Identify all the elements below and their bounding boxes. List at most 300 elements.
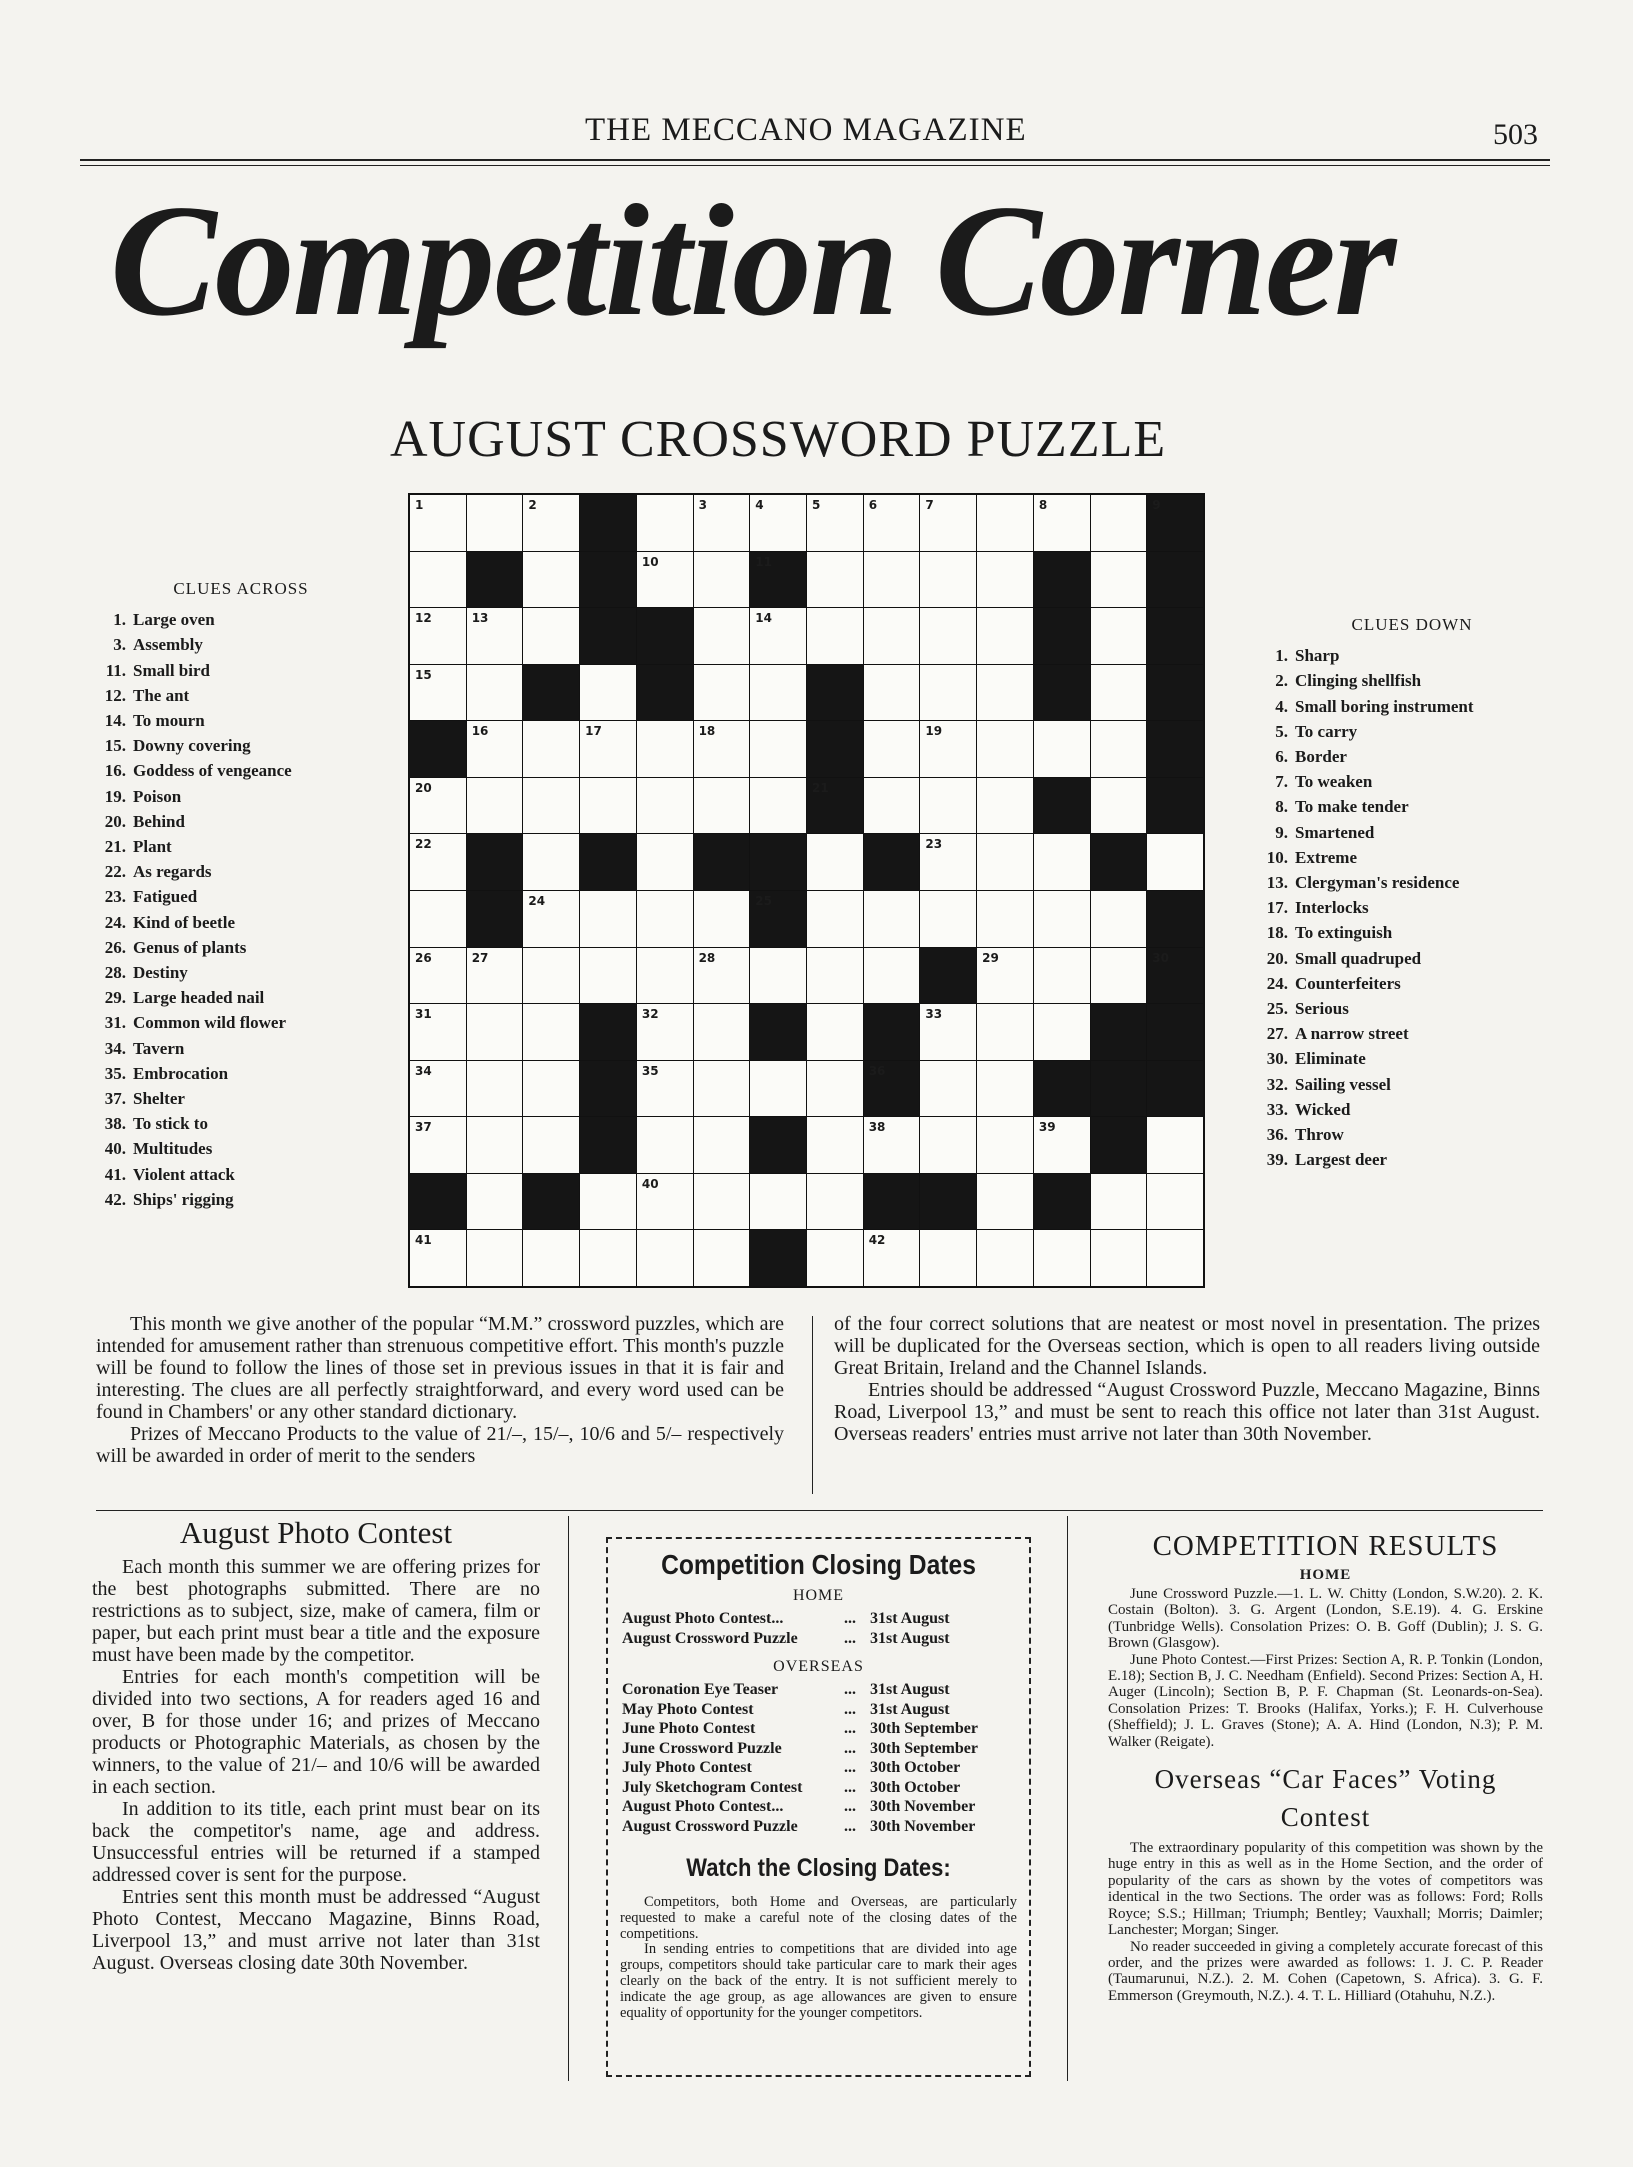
grid-block: [1091, 1061, 1147, 1117]
grid-square[interactable]: [807, 495, 863, 551]
clue-number: 7: [925, 498, 934, 512]
clue-number: 33: [925, 1007, 943, 1022]
clue-item-number: 6.: [1275, 747, 1288, 767]
clue-item: [1262, 845, 1562, 870]
grid-square[interactable]: [580, 721, 636, 777]
grid-square[interactable]: [1147, 1230, 1203, 1286]
overseas-label: OVERSEAS: [773, 1658, 864, 1675]
event-name: July Photo Contest: [622, 1759, 752, 1776]
grid-square[interactable]: [580, 948, 636, 1004]
clue-item-number: 1.: [113, 610, 126, 630]
closing-date: 30th November: [870, 1817, 976, 1835]
closing-date: 30th September: [870, 1720, 978, 1737]
grid-square[interactable]: [1091, 495, 1147, 551]
grid-block: [580, 495, 636, 551]
closing-date: 30th October: [870, 1778, 961, 1796]
grid-square[interactable]: [410, 948, 466, 1004]
closing-date-row: [622, 1817, 978, 1837]
clue-item-number: 24.: [104, 912, 126, 932]
home-dates-table: [622, 1609, 950, 1648]
grid-square[interactable]: [637, 495, 693, 551]
clue-number: 17: [585, 724, 602, 739]
clue-item: [96, 1061, 386, 1086]
clue-item-number: 3.: [113, 635, 126, 655]
clue-number: 37: [415, 1120, 432, 1135]
clue-item-text: Counterfeiters: [1295, 973, 1401, 993]
clue-item-number: 5.: [1275, 721, 1288, 741]
grid-block: [1147, 778, 1203, 834]
grid-square[interactable]: [637, 552, 693, 608]
clue-item: [96, 809, 386, 834]
clue-item-text: Plant: [133, 837, 172, 857]
results-paragraph: No reader succeeded in giving a completely accurate forecast of this order, and the prizes were awarded as follows: 1. J. C. P. Reader (Taumarunui, N.Z.). 2. M. Cohen (Capetown, S. Africa). 3. G. F. Emmerson (Greymouth, N.Z.). 4. T. L. Hilliard (Otahuhu, N.Z.).: [1108, 1938, 1543, 2004]
photo-contest-paragraph: Entries sent this month must be addressed “August Photo Contest, Meccano Magazine, Binns Road, Liverpool 13,” and must arrive not later than 31st August. Overseas closing date 30th November.: [92, 1886, 540, 1974]
event-name: August Crossword Puzzle: [622, 1629, 798, 1647]
grid-square[interactable]: [467, 1117, 523, 1173]
grid-square[interactable]: [410, 552, 466, 608]
grid-square[interactable]: [977, 1230, 1033, 1286]
clue-item-number: 7.: [1275, 772, 1288, 792]
clue-item-text: Multitudes: [133, 1139, 213, 1159]
grid-square[interactable]: [580, 891, 636, 947]
grid-block: [1147, 1061, 1203, 1117]
grid-block: [807, 721, 863, 777]
clue-item-text: Smartened: [1295, 822, 1375, 842]
grid-square[interactable]: [750, 665, 806, 721]
grid-square[interactable]: [637, 1230, 693, 1286]
grid-block: [1147, 552, 1203, 608]
grid-square[interactable]: [807, 1117, 863, 1173]
closing-dates-box: [606, 1537, 1031, 2077]
grid-square[interactable]: [1091, 948, 1147, 1004]
grid-square[interactable]: [807, 608, 863, 664]
grid-square[interactable]: [977, 948, 1033, 1004]
overseas-dates-table: [622, 1680, 978, 1836]
competition-corner-banner: Competition Corner: [110, 171, 1395, 349]
page-number: 503: [1493, 118, 1538, 151]
grid-square[interactable]: [637, 1004, 693, 1060]
grid-square[interactable]: [1091, 608, 1147, 664]
intro-paragraph: Prizes of Meccano Products to the value of 21/–, 15/–, 10/6 and 5/– respectively will be awarded in order of merit to the senders: [96, 1423, 784, 1467]
grid-square[interactable]: [694, 495, 750, 551]
clue-item-text: Destiny: [133, 963, 188, 983]
grid-square[interactable]: [807, 1174, 863, 1230]
grid-square[interactable]: [864, 1117, 920, 1173]
grid-square[interactable]: [410, 495, 466, 551]
grid-square[interactable]: [637, 1174, 693, 1230]
grid-square[interactable]: [1034, 721, 1090, 777]
grid-square[interactable]: [523, 495, 579, 551]
clue-item-number: 25.: [1266, 999, 1288, 1019]
grid-square[interactable]: [920, 891, 976, 947]
clue-item: [1262, 996, 1562, 1021]
grid-square[interactable]: [637, 834, 693, 890]
clue-number: 16: [471, 724, 489, 739]
grid-block: [807, 665, 863, 721]
grid-square[interactable]: [523, 1061, 579, 1117]
intro-paragraph: This month we give another of the popular “M.M.” crossword puzzles, which are intended for amusement rather than strenuous competitive effort. This month's puzzle will be found to follow the lines of those set in previous issues in that it is fair and interesting. The clues are all perfectly straightforward, and every word used can be found in Chambers' or any other standard dictionary.: [96, 1313, 784, 1423]
results-heading: COMPETITION RESULTS: [1152, 1530, 1499, 1562]
clue-item-text: Clinging shellfish: [1295, 671, 1422, 691]
grid-square[interactable]: [580, 665, 636, 721]
clue-item-number: 23.: [104, 887, 126, 907]
clue-item: [1262, 1046, 1562, 1071]
clue-number: 3: [698, 498, 707, 512]
grid-square[interactable]: [864, 948, 920, 1004]
grid-block: [1147, 608, 1203, 664]
clue-item: [1262, 794, 1562, 819]
grid-square[interactable]: [864, 721, 920, 777]
grid-square[interactable]: [410, 665, 466, 721]
grid-square[interactable]: [523, 721, 579, 777]
grid-block: [750, 552, 806, 608]
clue-item-text: Small quadruped: [1295, 948, 1422, 968]
clue-item-number: 39.: [1266, 1150, 1288, 1170]
clue-item-number: 2.: [1275, 671, 1288, 691]
clue-item-number: 29.: [104, 988, 126, 1008]
grid-block: [1034, 1061, 1090, 1117]
grid-square[interactable]: [977, 1117, 1033, 1173]
grid-square[interactable]: [920, 1004, 976, 1060]
grid-square[interactable]: [807, 834, 863, 890]
grid-square[interactable]: [1034, 948, 1090, 1004]
clue-item-number: 21.: [104, 837, 126, 857]
grid-square[interactable]: [694, 1061, 750, 1117]
grid-square[interactable]: [807, 1230, 863, 1286]
clues-down-heading: CLUES DOWN: [1351, 615, 1473, 634]
grid-square[interactable]: [1147, 1117, 1203, 1173]
clue-item-text: Violent attack: [133, 1164, 235, 1184]
clue-item-text: The ant: [133, 685, 190, 705]
clue-number: 11: [755, 554, 772, 569]
grid-block: [580, 834, 636, 890]
grid-square[interactable]: [1091, 778, 1147, 834]
clue-item-text: Sailing vessel: [1295, 1074, 1391, 1094]
leader-dots: ...: [844, 1700, 856, 1718]
grid-square[interactable]: [977, 778, 1033, 834]
grid-square[interactable]: [694, 552, 750, 608]
grid-square[interactable]: [694, 1004, 750, 1060]
clue-item-text: Behind: [133, 811, 185, 831]
photo-contest: [92, 1515, 540, 1974]
closing-date: 31st August: [870, 1610, 950, 1627]
grid-square[interactable]: [750, 778, 806, 834]
clue-item: [1262, 643, 1562, 668]
grid-block: [1147, 495, 1203, 551]
clue-item-text: Kind of beetle: [133, 912, 235, 932]
grid-block: [1091, 1117, 1147, 1173]
grid-square[interactable]: [523, 608, 579, 664]
grid-square[interactable]: [807, 1004, 863, 1060]
grid-square[interactable]: [523, 778, 579, 834]
grid-square[interactable]: [977, 1061, 1033, 1117]
clue-item-number: 10.: [1266, 847, 1288, 867]
clue-item-text: Serious: [1295, 999, 1349, 1019]
grid-square[interactable]: [637, 1061, 693, 1117]
grid-square[interactable]: [637, 948, 693, 1004]
event-name: August Crossword Puzzle: [622, 1817, 798, 1835]
grid-square[interactable]: [694, 1230, 750, 1286]
grid-block: [580, 552, 636, 608]
grid-block: [1147, 891, 1203, 947]
grid-square[interactable]: [1091, 1174, 1147, 1230]
grid-square[interactable]: [523, 948, 579, 1004]
clue-item-text: Largest deer: [1295, 1150, 1388, 1170]
grid-block: [580, 608, 636, 664]
grid-square[interactable]: [1034, 1117, 1090, 1173]
grid-square[interactable]: [807, 1061, 863, 1117]
closing-date-row: [622, 1719, 978, 1739]
grid-square[interactable]: [920, 1061, 976, 1117]
grid-block: [637, 608, 693, 664]
grid-square[interactable]: [1091, 665, 1147, 721]
grid-square[interactable]: [523, 834, 579, 890]
grid-square[interactable]: [467, 1230, 523, 1286]
clue-item: [1262, 971, 1562, 996]
grid-square[interactable]: [580, 1174, 636, 1230]
closing-date: 31st August: [870, 1700, 950, 1718]
grid-square[interactable]: [410, 1004, 466, 1060]
grid-square[interactable]: [467, 665, 523, 721]
grid-square[interactable]: [410, 608, 466, 664]
grid-square[interactable]: [523, 891, 579, 947]
clue-item-text: Extreme: [1295, 847, 1357, 867]
photo-contest-paragraph: Each month this summer we are offering prizes for the best photographs submitted. There are no restrictions as to subject, size, make of camera, film or paper, but each print must bear a title and the exposure must have been made by the competitor.: [92, 1556, 540, 1666]
clue-item: [96, 1162, 386, 1187]
clue-item-text: To make tender: [1295, 797, 1409, 817]
clue-item: [1262, 694, 1562, 719]
grid-square[interactable]: [864, 891, 920, 947]
clue-item: [1262, 870, 1562, 895]
grid-square[interactable]: [864, 552, 920, 608]
clue-item-number: 30.: [1266, 1049, 1288, 1069]
grid-square[interactable]: [750, 721, 806, 777]
clue-item: [96, 733, 386, 758]
clue-item-text: Small bird: [133, 660, 210, 680]
grid-square[interactable]: [1147, 834, 1203, 890]
clue-item-number: 12.: [104, 685, 126, 705]
grid-square[interactable]: [977, 891, 1033, 947]
grid-square[interactable]: [410, 834, 466, 890]
clue-number: 32: [641, 1007, 659, 1022]
clue-item: [96, 1136, 386, 1161]
grid-square[interactable]: [977, 721, 1033, 777]
grid-block: [580, 1004, 636, 1060]
grid-square[interactable]: [807, 891, 863, 947]
grid-square[interactable]: [1091, 552, 1147, 608]
clue-item-number: 16.: [104, 761, 126, 781]
grid-block: [467, 891, 523, 947]
grid-square[interactable]: [977, 552, 1033, 608]
results-home-label: HOME: [1299, 1567, 1352, 1583]
grid-square[interactable]: [977, 834, 1033, 890]
grid-square[interactable]: [637, 778, 693, 834]
grid-square[interactable]: [750, 948, 806, 1004]
clue-number: 26: [415, 950, 432, 965]
clue-item-number: 11.: [105, 660, 126, 680]
grid-square[interactable]: [694, 721, 750, 777]
grid-square[interactable]: [920, 552, 976, 608]
clue-item-number: 36.: [1266, 1125, 1288, 1145]
grid-square[interactable]: [1091, 891, 1147, 947]
intro-right-column: [834, 1313, 1540, 1445]
grid-square[interactable]: [467, 948, 523, 1004]
clue-number: 13: [471, 611, 489, 626]
grid-square[interactable]: [864, 665, 920, 721]
grid-square[interactable]: [523, 1230, 579, 1286]
closing-date-row: [622, 1609, 950, 1629]
grid-square[interactable]: [637, 721, 693, 777]
clue-item: [96, 1010, 386, 1035]
clue-item: [96, 884, 386, 909]
home-label: HOME: [792, 1587, 845, 1604]
grid-square[interactable]: [410, 891, 466, 947]
clue-item-number: 9.: [1275, 822, 1288, 842]
clue-number: 42: [868, 1233, 886, 1248]
grid-square[interactable]: [750, 608, 806, 664]
grid-square[interactable]: [694, 778, 750, 834]
grid-square[interactable]: [410, 1061, 466, 1117]
grid-square[interactable]: [467, 778, 523, 834]
clue-item-text: Genus of plants: [133, 937, 247, 957]
grid-block: [467, 834, 523, 890]
grid-square[interactable]: [977, 495, 1033, 551]
grid-square[interactable]: [637, 891, 693, 947]
grid-square[interactable]: [1034, 495, 1090, 551]
photo-contest-paragraph: In addition to its title, each print must bear on its back the competitor's name, age and address. Unsuccessful entries will be returned if a stamped addressed cover is sent for the purpose.: [92, 1798, 540, 1886]
leader-dots: ...: [844, 1739, 856, 1757]
clue-item-text: Assembly: [133, 635, 203, 655]
grid-square[interactable]: [1091, 1230, 1147, 1286]
grid-square[interactable]: [1034, 1004, 1090, 1060]
grid-square[interactable]: [410, 1230, 466, 1286]
grid-square[interactable]: [694, 948, 750, 1004]
clue-item-number: 19.: [104, 786, 126, 806]
grid-square[interactable]: [467, 1061, 523, 1117]
event-name: June Photo Contest: [622, 1720, 756, 1737]
grid-square[interactable]: [467, 1174, 523, 1230]
grid-square[interactable]: [523, 1004, 579, 1060]
grid-square[interactable]: [694, 891, 750, 947]
event-name: July Sketchogram Contest: [622, 1778, 803, 1796]
grid-square[interactable]: [1034, 1230, 1090, 1286]
clue-item: [1262, 820, 1562, 845]
grid-square[interactable]: [920, 721, 976, 777]
grid-square[interactable]: [1147, 1174, 1203, 1230]
crossword-grid[interactable]: [408, 493, 1205, 1288]
grid-square[interactable]: [580, 778, 636, 834]
grid-square[interactable]: [694, 608, 750, 664]
closing-dates-heading: Competition Closing Dates: [661, 1549, 976, 1580]
clue-number: 25: [755, 894, 772, 908]
grid-block: [1034, 552, 1090, 608]
grid-square[interactable]: [523, 1117, 579, 1173]
grid-square[interactable]: [920, 608, 976, 664]
grid-square[interactable]: [694, 1174, 750, 1230]
grid-square[interactable]: [807, 948, 863, 1004]
closing-date: 30th September: [870, 1739, 978, 1757]
grid-square[interactable]: [410, 778, 466, 834]
grid-square[interactable]: [750, 1174, 806, 1230]
grid-square[interactable]: [864, 608, 920, 664]
grid-square[interactable]: [920, 778, 976, 834]
grid-square[interactable]: [580, 1230, 636, 1286]
clue-number: 27: [471, 950, 489, 965]
grid-block: [750, 1117, 806, 1173]
grid-square[interactable]: [977, 1004, 1033, 1060]
grid-square[interactable]: [467, 495, 523, 551]
grid-square[interactable]: [864, 495, 920, 551]
grid-square[interactable]: [637, 1117, 693, 1173]
grid-square[interactable]: [750, 495, 806, 551]
results-paragraph: The extraordinary popularity of this competition was shown by the huge entry in this as well as in the Home Section, and the order of popularity of the cars as shown by the votes of competitors was identical in the two Sections. The order was as follows: Ford; Rolls Royce; S.S.; Hillman; Triumph; Bentley; Vauxhall; Morris; Daimler; Lanchester; Morgan; Singer.: [1108, 1840, 1543, 1939]
grid-block: [750, 891, 806, 947]
grid-square[interactable]: [977, 608, 1033, 664]
clue-item: [96, 784, 386, 809]
closing-date: 30th November: [870, 1798, 976, 1815]
closing-date-row: [622, 1629, 950, 1649]
clue-item-text: To extinguish: [1295, 923, 1393, 943]
grid-square[interactable]: [920, 834, 976, 890]
grid-square[interactable]: [694, 665, 750, 721]
grid-block: [807, 778, 863, 834]
grid-square[interactable]: [467, 608, 523, 664]
grid-square[interactable]: [920, 665, 976, 721]
column-divider: [1067, 1516, 1068, 2081]
grid-square[interactable]: [977, 1174, 1033, 1230]
grid-square[interactable]: [864, 1230, 920, 1286]
clue-number: 34: [415, 1063, 432, 1078]
grid-square[interactable]: [807, 552, 863, 608]
grid-square[interactable]: [1034, 834, 1090, 890]
grid-square[interactable]: [1034, 891, 1090, 947]
intro-paragraph: Entries should be addressed “August Crossword Puzzle, Meccano Magazine, Binns Road, Liverpool 13,” and must be sent to reach this office not later than 31st August. Overseas readers' entries must arrive not later than 30th November.: [834, 1379, 1540, 1445]
clue-item-number: 35.: [104, 1063, 126, 1083]
grid-square[interactable]: [920, 1230, 976, 1286]
clue-item-text: Sharp: [1295, 646, 1340, 666]
grid-square[interactable]: [750, 1061, 806, 1117]
grid-block: [410, 1174, 466, 1230]
grid-square[interactable]: [523, 552, 579, 608]
clue-item-number: 20.: [1266, 948, 1288, 968]
grid-square[interactable]: [864, 778, 920, 834]
clue-item-number: 40.: [104, 1139, 126, 1159]
grid-block: [750, 834, 806, 890]
leader-dots: ...: [844, 1681, 856, 1698]
closing-date: 31st August: [870, 1629, 950, 1647]
grid-square[interactable]: [694, 1117, 750, 1173]
grid-square[interactable]: [920, 495, 976, 551]
grid-square[interactable]: [467, 1004, 523, 1060]
clue-item: [1262, 1021, 1562, 1046]
grid-square[interactable]: [977, 665, 1033, 721]
grid-block: [694, 834, 750, 890]
event-name: August Photo Contest...: [622, 1610, 784, 1627]
clues-down-list: [1262, 643, 1562, 1172]
intro-left-column: [96, 1313, 784, 1467]
clue-number: 5: [812, 498, 821, 512]
clue-item: [96, 708, 386, 733]
grid-square[interactable]: [410, 1117, 466, 1173]
clue-number: 18: [698, 724, 716, 739]
grid-square[interactable]: [467, 721, 523, 777]
grid-square[interactable]: [1091, 721, 1147, 777]
clue-item-number: 28.: [104, 963, 126, 983]
leader-dots: ...: [844, 1629, 856, 1647]
grid-square[interactable]: [920, 1117, 976, 1173]
clue-item-text: Fatigued: [133, 887, 198, 907]
leader-dots: ...: [844, 1817, 856, 1835]
